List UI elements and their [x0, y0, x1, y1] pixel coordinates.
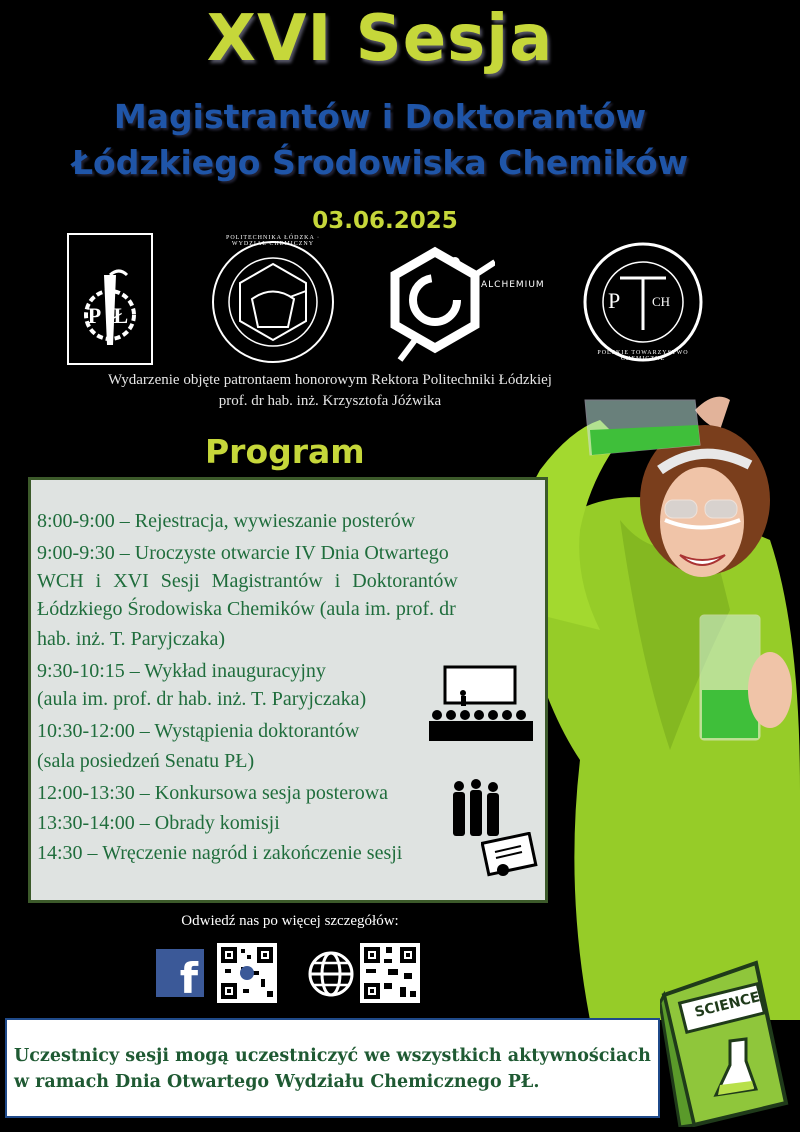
subtitle-line-1: Magistrantów i Doktorantów: [113, 97, 647, 136]
program-line: 13:30-14:00 – Obrady komisji: [37, 812, 280, 834]
poster-session-people-icon: [449, 778, 505, 838]
event-subtitle: [0, 94, 760, 186]
subtitle-line-2: Łódzkiego Środowiska Chemików: [71, 143, 689, 182]
ptch-ring-text: POLSKIE TOWARZYSTWO CHEMICZNE: [597, 350, 689, 362]
program-line: (aula im. prof. dr hab. inż. T. Paryjczaka): [37, 688, 367, 710]
participation-banner: [5, 1018, 660, 1118]
visit-text: Odwiedź nas po więcej szczegółów:: [181, 913, 399, 929]
program-heading: Program: [205, 432, 365, 471]
program-line: (sala posiedzeń Senatu PŁ): [37, 750, 255, 772]
alchemium-label: ALCHEMIUM: [481, 280, 545, 290]
patronage-line-2: prof. dr hab. inż. Krzysztofa Jóźwika: [218, 393, 442, 409]
science-book-illustration: [660, 955, 790, 1127]
alchemium-logo: [385, 240, 545, 365]
program-line: WCH i XVI Sesji Magistrantów i Doktorantów: [37, 570, 458, 592]
program-line: 9:30-10:15 – Wykład inauguracyjny: [37, 660, 326, 682]
wydzial-ring-text: POLITECHNIKA ŁÓDZKA · WYDZIAŁ CHEMICZNY: [226, 235, 320, 247]
globe-icon[interactable]: [307, 950, 355, 998]
program-line: 9:00-9:30 – Uroczyste otwarcie IV Dnia Otwartego: [37, 542, 449, 564]
banner-line-1: Uczestnicy sesji mogą uczestniczyć we wszystkich aktywnościach: [14, 1046, 651, 1066]
event-date: 03.06.2025: [312, 208, 458, 234]
lecture-icon: [429, 663, 533, 743]
website-qr-code[interactable]: [360, 943, 420, 1003]
facebook-qr-code[interactable]: [217, 943, 277, 1003]
program-box: [28, 477, 548, 903]
ptch-letters-ch: CH: [652, 294, 671, 309]
patronage-line-1: Wydarzenie objęte patrontaem honorowym Rektora Politechniki Łódzkiej: [108, 372, 552, 388]
program-line: Łódzkiego Środowiska Chemików (aula im. prof. dr: [37, 598, 456, 620]
program-line: 8:00-9:00 – Rejestracja, wywieszanie posterów: [37, 510, 416, 532]
facebook-icon: f: [179, 954, 198, 1003]
ptch-logo: [582, 238, 704, 364]
patronage-text: [30, 370, 630, 412]
pl-gear-icon: [69, 235, 151, 363]
program-line: 12:00-13:30 – Konkursowa sesja posterowa: [37, 782, 389, 804]
pl-logo: [67, 233, 153, 365]
diploma-icon: [481, 832, 539, 884]
facebook-link[interactable]: [156, 949, 204, 1003]
banner-line-2: w ramach Dnia Otwartego Wydziału Chemicznego PŁ.: [14, 1072, 540, 1092]
program-line: 14:30 – Wręczenie nagród i zakończenie sesji: [37, 842, 403, 864]
event-title: XVI Sesja: [206, 2, 554, 76]
wydzial-chemiczny-logo: [202, 235, 344, 365]
pl-letters: P Ł: [87, 303, 133, 328]
program-line: 10:30-12:00 – Wystąpienia doktorantów: [37, 720, 360, 742]
program-line: hab. inż. T. Paryjczaka): [37, 628, 226, 650]
ptch-letter-p: P: [608, 288, 621, 313]
science-book-label: SCIENCE: [693, 989, 762, 1021]
